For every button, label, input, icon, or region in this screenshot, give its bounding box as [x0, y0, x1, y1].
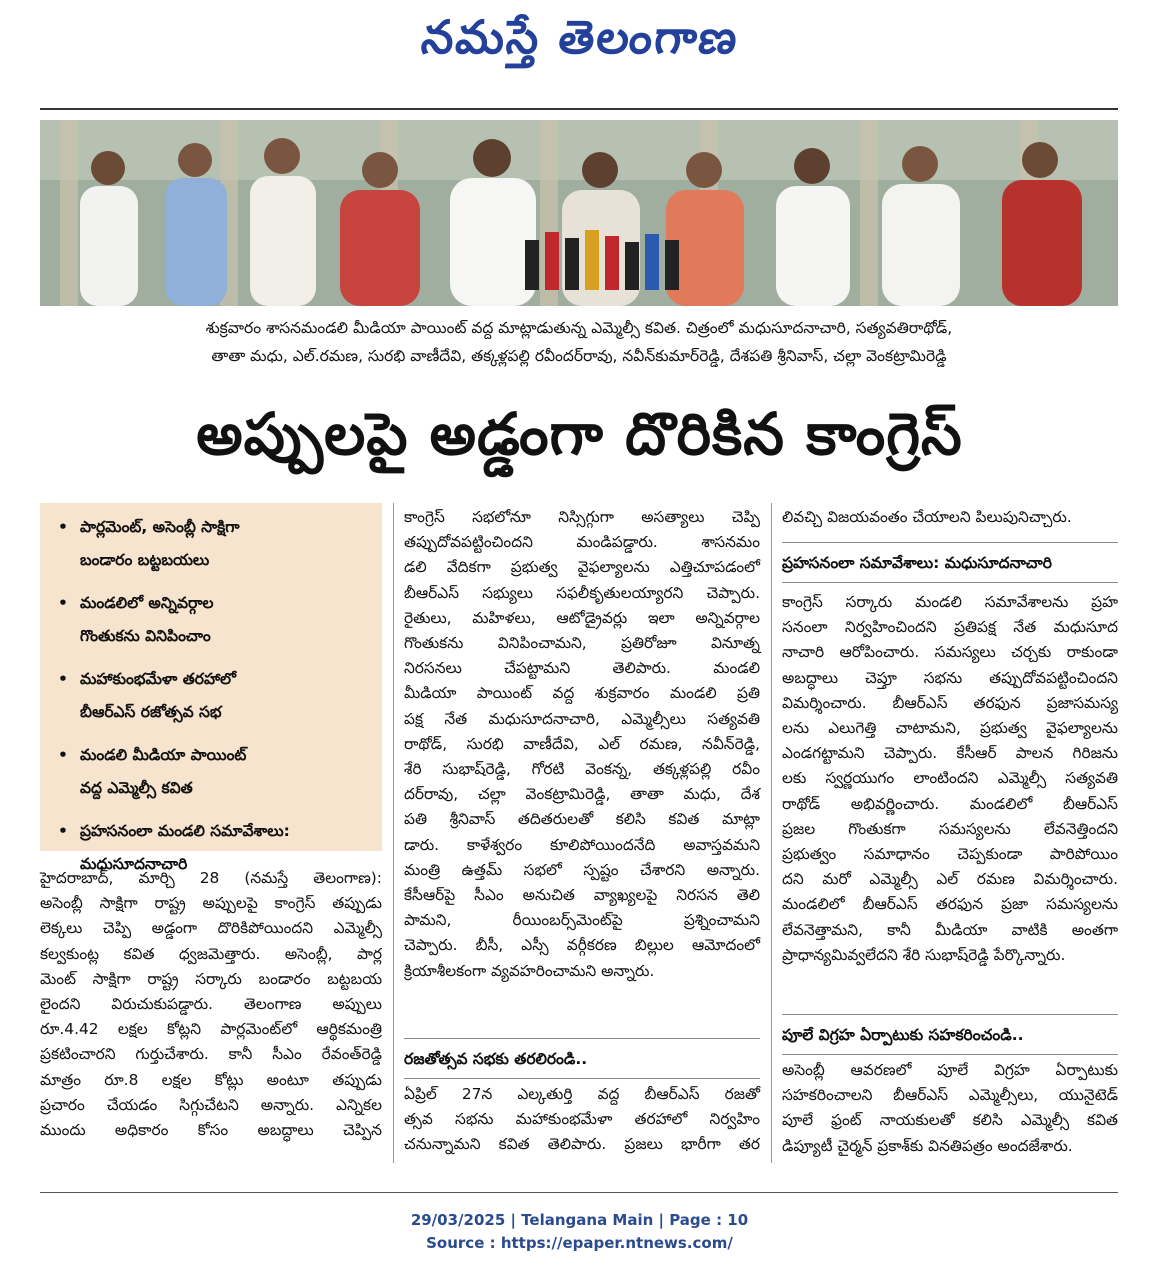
page-bottom-rule	[40, 1192, 1118, 1193]
footer-source: Source : https://epaper.ntnews.com/	[426, 1234, 733, 1252]
highlight-item	[58, 511, 372, 577]
highlight-text: మధుసూదనాచారి	[80, 855, 188, 873]
highlight-text: ప్రహసనంలా మండలి సమావేశాలు:	[80, 822, 290, 840]
text-line: తప్పుదోవపట్టించిందని మండిపడ్డారు. శాసనమం	[404, 533, 760, 552]
text-line: డలి వేదికగా ప్రభుత్వ వైఫల్యాలను ఎత్తిచూపడంలో	[404, 558, 760, 577]
text-line: మీడియా పాయింట్ వద్ద శుక్రవారం మండలి ప్రతి	[404, 684, 760, 703]
article-column-2	[404, 505, 760, 984]
text-line: లేవనెత్తామని, కానీ మీడియా వాటికి అంతగా	[782, 920, 1118, 939]
text-line: త్సవ సభను మహాకుంభమేళా తరహాలో నిర్వహిం	[404, 1110, 760, 1129]
highlight-text: మహాకుంభమేళా తరహాలో	[80, 670, 236, 688]
highlight-item	[58, 587, 372, 653]
text-line: దని మరో ఎమ్మెల్సీ ఎల్ రమణ విమర్శించారు.	[782, 870, 1118, 889]
text-line: బీఆర్‌ఎస్ సభ్యులు సఫలీకృతులయ్యారని చెప్పారు.	[404, 583, 760, 602]
text-line: సనంలా నిర్వహించిందని ప్రతిపక్ష నేత మధుసూద	[782, 618, 1118, 637]
article-column-2-continued	[404, 1082, 760, 1158]
article-column-3-continued	[782, 1058, 1118, 1159]
highlight-text: మండలి మీడియా పాయింట్	[80, 746, 247, 764]
text-line: ముందు అధికారం కోసం అబద్ధాలు చెప్పిన	[40, 1121, 382, 1140]
subheading-rajatotsavam: రజతోత్సవ సభకు తరలిరండి..	[404, 1050, 588, 1068]
highlight-item	[58, 739, 372, 805]
text-line: శేరి సుభాష్‌రెడ్డి, గోరటి వెంకన్న, తక్కళ్లపల్లి రవీం	[404, 760, 760, 779]
text-line: మెంట్ సాక్షిగా రాష్ట్ర సర్కారు బండారం బట్టబయ	[40, 969, 382, 988]
text-line: పూలే ఫ్రంట్ నాయకులతో కలిసి ఎమ్మెల్సీ కవిత	[782, 1111, 1118, 1130]
text-line: అసెంబ్లీ ఆవరణలో పూలే విగ్రహ ఏర్పాటుకు	[782, 1061, 1118, 1079]
subheading-phule-statue: పూలే విగ్రహ ఏర్పాటుకు సహకరించండి..	[782, 1026, 1024, 1044]
bullet-icon: •	[58, 822, 68, 840]
text-line: విమర్శించారు. బీఆర్‌ఎస్ తరఫున ప్రజాసమస్య	[782, 693, 1118, 712]
text-line: అసెంబ్లీ సాక్షిగా రాష్ట్ర అప్పులపై కాంగ్రెస్ తప్పుడు	[40, 894, 382, 913]
column-divider	[393, 503, 394, 1163]
text-line: ఎండగట్టామని చెప్పారు. కేసీఆర్ పాలన గిరిజను	[782, 744, 1118, 763]
text-line: ప్రచారం చేయడం సిగ్గుచేటని అన్నారు. ఎన్నికల	[40, 1095, 382, 1114]
text-line: ప్రాధాన్యమివ్వలేదని శేరి సుభాష్‌రెడ్డి పేర్కొన్నారు.	[782, 945, 1066, 964]
highlight-text: మండలిలో అన్నివర్గాల	[80, 594, 214, 612]
masthead	[0, 10, 1159, 78]
text-line: చెప్పారు. బీసీ, ఎస్సీ వర్గీకరణ బిల్లుల ఆమోదంలో	[404, 936, 760, 955]
bullet-icon: •	[58, 518, 68, 536]
highlights-box	[40, 503, 382, 873]
footer-date-page: 29/03/2025 | Telangana Main | Page : 10	[410, 1211, 749, 1229]
column-divider	[771, 503, 772, 1163]
text-line: డిప్యూటీ చైర్మన్ ప్రకాశ్‌కు వినతిపత్రం అందజేశారు.	[782, 1136, 1073, 1155]
news-photo	[40, 120, 1118, 306]
text-line: లివచ్చి విజయవంతం చేయాలని పిలుపునిచ్చారు.	[782, 508, 1072, 526]
caption-line: తాతా మధు, ఎల్.రమణ, సురభి వాణీదేవి, తక్కళ్లపల్లి రవీందర్‌రావు, నవీన్‌కుమార్‌రెడ్డి, దేశపతి శ్రీనివాస్, చల్లా వెంకట్రామిరెడ్డి	[211, 347, 947, 365]
text-line: హైదరాబాద్, మార్చి 28 (నమస్తే తెలంగాణ):	[40, 869, 382, 887]
text-line: కేసీఆర్‌పై సీఎం అనుచిత వ్యాఖ్యలపై నిరసన తెలి	[404, 886, 760, 905]
highlight-text: గొంతుకను వినిపించాం	[80, 627, 211, 645]
subheading-prahasanam: ప్రహసనంలా సమావేశాలు: మధుసూదనాచారి	[782, 554, 1052, 572]
section-divider	[782, 1054, 1118, 1055]
text-line: ఏప్రిల్ 27న ఎల్కతుర్తి వద్ద బీఆర్‌ఎస్ రజతో	[404, 1085, 760, 1103]
text-line: కాంగ్రెస్ సభలోనూ నిస్సిగ్గుగా అసత్యాలు చెప్పి	[404, 508, 760, 526]
text-line: క్రియాశీలకంగా వ్యవహరించామని అన్నారు.	[404, 961, 655, 980]
section-divider	[404, 1038, 760, 1039]
highlight-text: బండారం బట్టబయలు	[80, 551, 210, 569]
text-line: మంత్రి ఉత్తమ్ సభలో స్పష్టం చేశారని అన్నారు.	[404, 860, 760, 879]
text-line: లను ఎలుగెత్తి చాటామని, ప్రభుత్వ వైఫల్యాలను	[782, 719, 1118, 738]
text-line: ప్రభుత్వం సమాధానం చెప్పకుండా పారిపోయిం	[782, 845, 1118, 864]
bullet-icon: •	[58, 594, 68, 612]
text-line: డారు. కాళేశ్వరం కూలిపోయిందనేది అవాస్తవమని	[404, 835, 760, 854]
text-line: నాచారి ఆరోపించారు. సమస్యలు చర్చకు రాకుండా	[782, 643, 1118, 662]
article-column-3	[782, 505, 1118, 530]
section-divider	[782, 1014, 1118, 1015]
text-line: సహకరించాలని బీఆర్‌ఎస్ ఎమ్మెల్సీలు, యునైటెడ్	[782, 1086, 1118, 1105]
bullet-icon: •	[58, 746, 68, 764]
text-line: కల్వకుంట్ల కవిత ధ్వజమెత్తారు. అసెంబ్లీ, పార్ల	[40, 944, 382, 963]
caption-line: శుక్రవారం శాసనమండలి మీడియా పాయింట్ వద్ద మాట్లాడుతున్న ఎమ్మెల్సీ కవిత. చిత్రంలో మధుసూదనాచారి, సత్యవతిరాథోడ్,	[205, 319, 953, 337]
text-line: లెక్కలు చెప్పి అడ్డంగా దొరికిపోయిందని ఎమ్మెల్సీ	[40, 919, 382, 938]
text-line: కాంగ్రెస్ సర్కారు మండలి సమావేశాలను ప్రహ	[782, 593, 1118, 611]
text-line: రూ.4.42 లక్షల కోట్లని పార్లమెంట్‌లో ఆర్థికమంత్రి	[40, 1020, 382, 1039]
text-line: నిరసనలు చేపట్టామని తెలిపారు. మండలి	[404, 659, 760, 678]
highlight-text: పార్లమెంట్, అసెంబ్లీ సాక్షిగా	[80, 518, 240, 536]
text-line: రాథోడ్, సురభి వాణీదేవి, ఎల్ రమణ, నవీన్‌రెడ్డి,	[404, 734, 760, 753]
text-line: మాత్రం రూ.8 లక్షల కోట్లు అంటూ తప్పుడు	[40, 1070, 382, 1089]
highlight-item	[58, 663, 372, 729]
text-line: రైతులు, మహిళలు, ఆటోడ్రైవర్లు ఇలా అన్నివర్గాల	[404, 608, 760, 627]
text-line: గొంతుకను వినిపించామని, ప్రతిరోజూ వినూత్న	[404, 634, 760, 653]
text-line: లైందని విరుచుకుపడ్డారు. తెలంగాణ అప్పులు	[40, 995, 382, 1014]
highlight-text: బీఆర్‌ఎస్ రజోత్సవ సభ	[80, 703, 222, 721]
article-column-3-body	[782, 590, 1118, 968]
text-line: పామని, రీయింబర్స్‌మెంట్‌పై ప్రశ్నించామని	[404, 911, 760, 930]
text-line: ప్రజల గొంతుకగా సమస్యలను లేవనెత్తిందని	[782, 819, 1118, 838]
text-line: అబద్ధాలు చెప్తూ సభను తప్పుదోవపట్టించిందని	[782, 668, 1118, 687]
text-line: పక్ష నేత మధుసూదనాచారి, ఎమ్మెల్సీలు సత్యవతి	[404, 709, 760, 728]
text-line: చనున్నామని కవిత తెలిపారు. ప్రజలు భారీగా తర	[404, 1135, 760, 1154]
text-line: లకు స్వర్ణయుగం లాంటిందని ఎమ్మెల్సీ సత్యవతి	[782, 769, 1118, 788]
highlight-text: వద్ద ఎమ్మెల్సీ కవిత	[80, 779, 193, 797]
text-line: మండలిలో బీఆర్‌ఎస్ తరఫున ప్రజా సమస్యలను	[782, 895, 1118, 914]
bullet-icon: •	[58, 670, 68, 688]
text-line: ప్రకటించారని గుర్తుచేశారు. కానీ సీఎం రేవంత్‌రెడ్డి	[40, 1045, 382, 1064]
headline: అప్పులపై అడ్డంగా దొరికిన కాంగ్రెస్	[196, 400, 963, 468]
photo-caption	[40, 314, 1118, 370]
section-divider	[782, 542, 1118, 543]
text-line: దర్‌రావు, చల్లా వెంకట్రామిరెడ్డి, తాతా మధు, దేశ	[404, 785, 760, 804]
section-divider	[782, 582, 1118, 583]
text-line: రాథోడ్ అభివర్ణించారు. మండలిలో బీఆర్‌ఎస్	[782, 794, 1118, 813]
section-divider	[404, 1078, 760, 1079]
text-line: పతి శ్రీనివాస్ తదితరులతో కలిసి కవిత మాట్లా	[404, 810, 760, 829]
article-column-1	[40, 866, 382, 1143]
newspaper-title: నమస్తే తెలంగాణ	[418, 10, 742, 64]
masthead-rule	[40, 108, 1118, 110]
